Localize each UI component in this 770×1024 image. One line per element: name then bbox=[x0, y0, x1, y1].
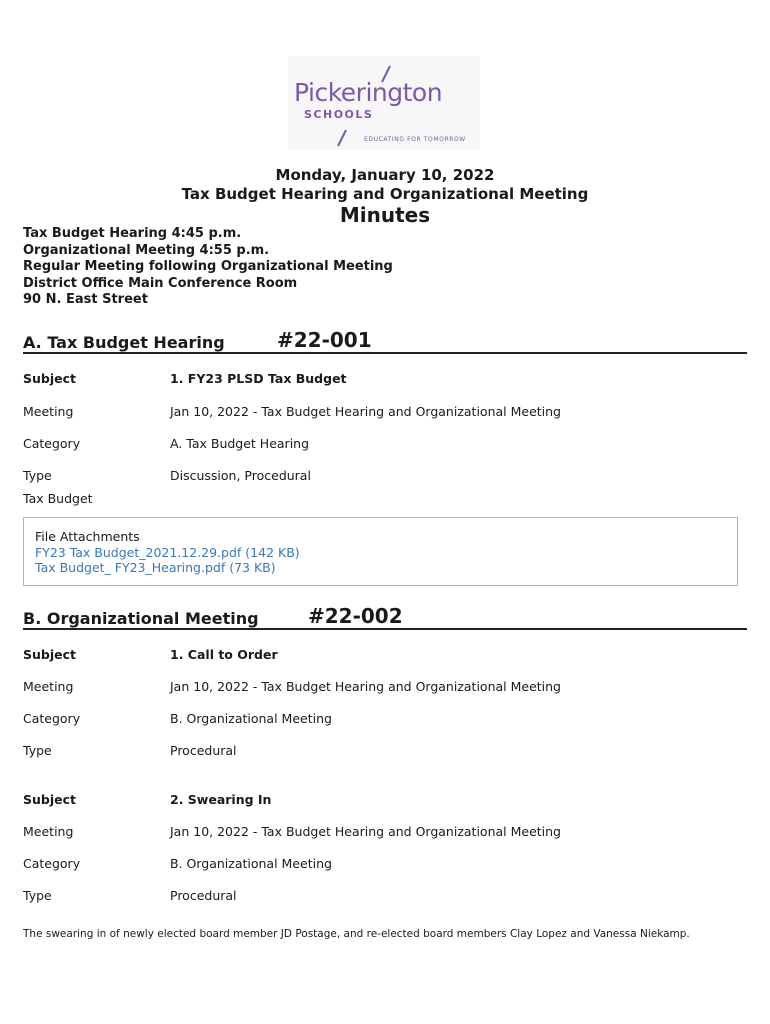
section-b-header bbox=[23, 606, 747, 630]
category-label: Category bbox=[23, 436, 81, 451]
meeting-info-line: Organizational Meeting 4:55 p.m. bbox=[23, 242, 270, 258]
subject-value: 1. Call to Order bbox=[170, 647, 278, 662]
meeting-value: Jan 10, 2022 - Tax Budget Hearing and Organizational Meeting bbox=[170, 824, 561, 839]
category-value: B. Organizational Meeting bbox=[170, 711, 332, 726]
meeting-info-line: 90 N. East Street bbox=[23, 292, 148, 307]
logo-schools: SCHOOLS bbox=[304, 108, 374, 121]
section-b-title: B. Organizational Meeting bbox=[23, 609, 259, 628]
type-value: Procedural bbox=[170, 743, 237, 758]
meeting-info-line: District Office Main Conference Room bbox=[23, 275, 298, 291]
item-body-text: Tax Budget bbox=[23, 491, 93, 506]
logo-name: Pickerington bbox=[294, 78, 443, 107]
subject-label: Subject bbox=[23, 792, 76, 807]
meeting-value: Jan 10, 2022 - Tax Budget Hearing and Organizational Meeting bbox=[170, 679, 561, 694]
type-label: Type bbox=[23, 468, 52, 483]
section-a-number: #22-001 bbox=[277, 328, 372, 352]
category-label: Category bbox=[23, 711, 81, 726]
meeting-date: Monday, January 10, 2022 bbox=[275, 166, 495, 184]
swearing-in-note: The swearing in of newly elected board member JD Postage, and re-elected board members Clay Lopez and Vanessa Niekamp. bbox=[23, 928, 690, 940]
category-label: Category bbox=[23, 856, 81, 871]
subject-value: 2. Swearing In bbox=[170, 792, 272, 807]
subject-value: 1. FY23 PLSD Tax Budget bbox=[170, 371, 347, 386]
type-value: Procedural bbox=[170, 888, 237, 903]
subject-label: Subject bbox=[23, 371, 76, 386]
attachment-link[interactable]: Tax Budget_ FY23_Hearing.pdf (73 KB) bbox=[35, 560, 276, 575]
meeting-title: Tax Budget Hearing and Organizational Meeting bbox=[181, 185, 589, 203]
file-attachments-box bbox=[23, 517, 738, 586]
type-value: Discussion, Procedural bbox=[170, 468, 311, 483]
category-value: A. Tax Budget Hearing bbox=[170, 436, 310, 451]
document-type-title: Minutes bbox=[339, 203, 431, 227]
section-a-title: A. Tax Budget Hearing bbox=[23, 333, 225, 352]
meeting-label: Meeting bbox=[23, 824, 74, 839]
type-label: Type bbox=[23, 888, 52, 903]
section-b-number: #22-002 bbox=[308, 604, 403, 628]
meeting-label: Meeting bbox=[23, 679, 74, 694]
attachment-link[interactable]: FY23 Tax Budget_2021.12.29.pdf (142 KB) bbox=[35, 545, 300, 560]
meeting-label: Meeting bbox=[23, 404, 74, 419]
meeting-value: Jan 10, 2022 - Tax Budget Hearing and Organizational Meeting bbox=[170, 404, 561, 419]
type-label: Type bbox=[23, 743, 52, 758]
district-logo bbox=[288, 56, 480, 150]
meeting-info-line: Regular Meeting following Organizational Meeting bbox=[23, 259, 393, 274]
file-attachments-heading: File Attachments bbox=[35, 529, 140, 544]
meeting-info-line: Tax Budget Hearing 4:45 p.m. bbox=[23, 226, 242, 241]
logo-tagline: EDUCATING FOR TOMORROW bbox=[364, 136, 466, 143]
category-value: B. Organizational Meeting bbox=[170, 856, 332, 871]
section-a-header bbox=[23, 330, 747, 354]
meeting-info bbox=[23, 226, 393, 309]
subject-label: Subject bbox=[23, 647, 76, 662]
